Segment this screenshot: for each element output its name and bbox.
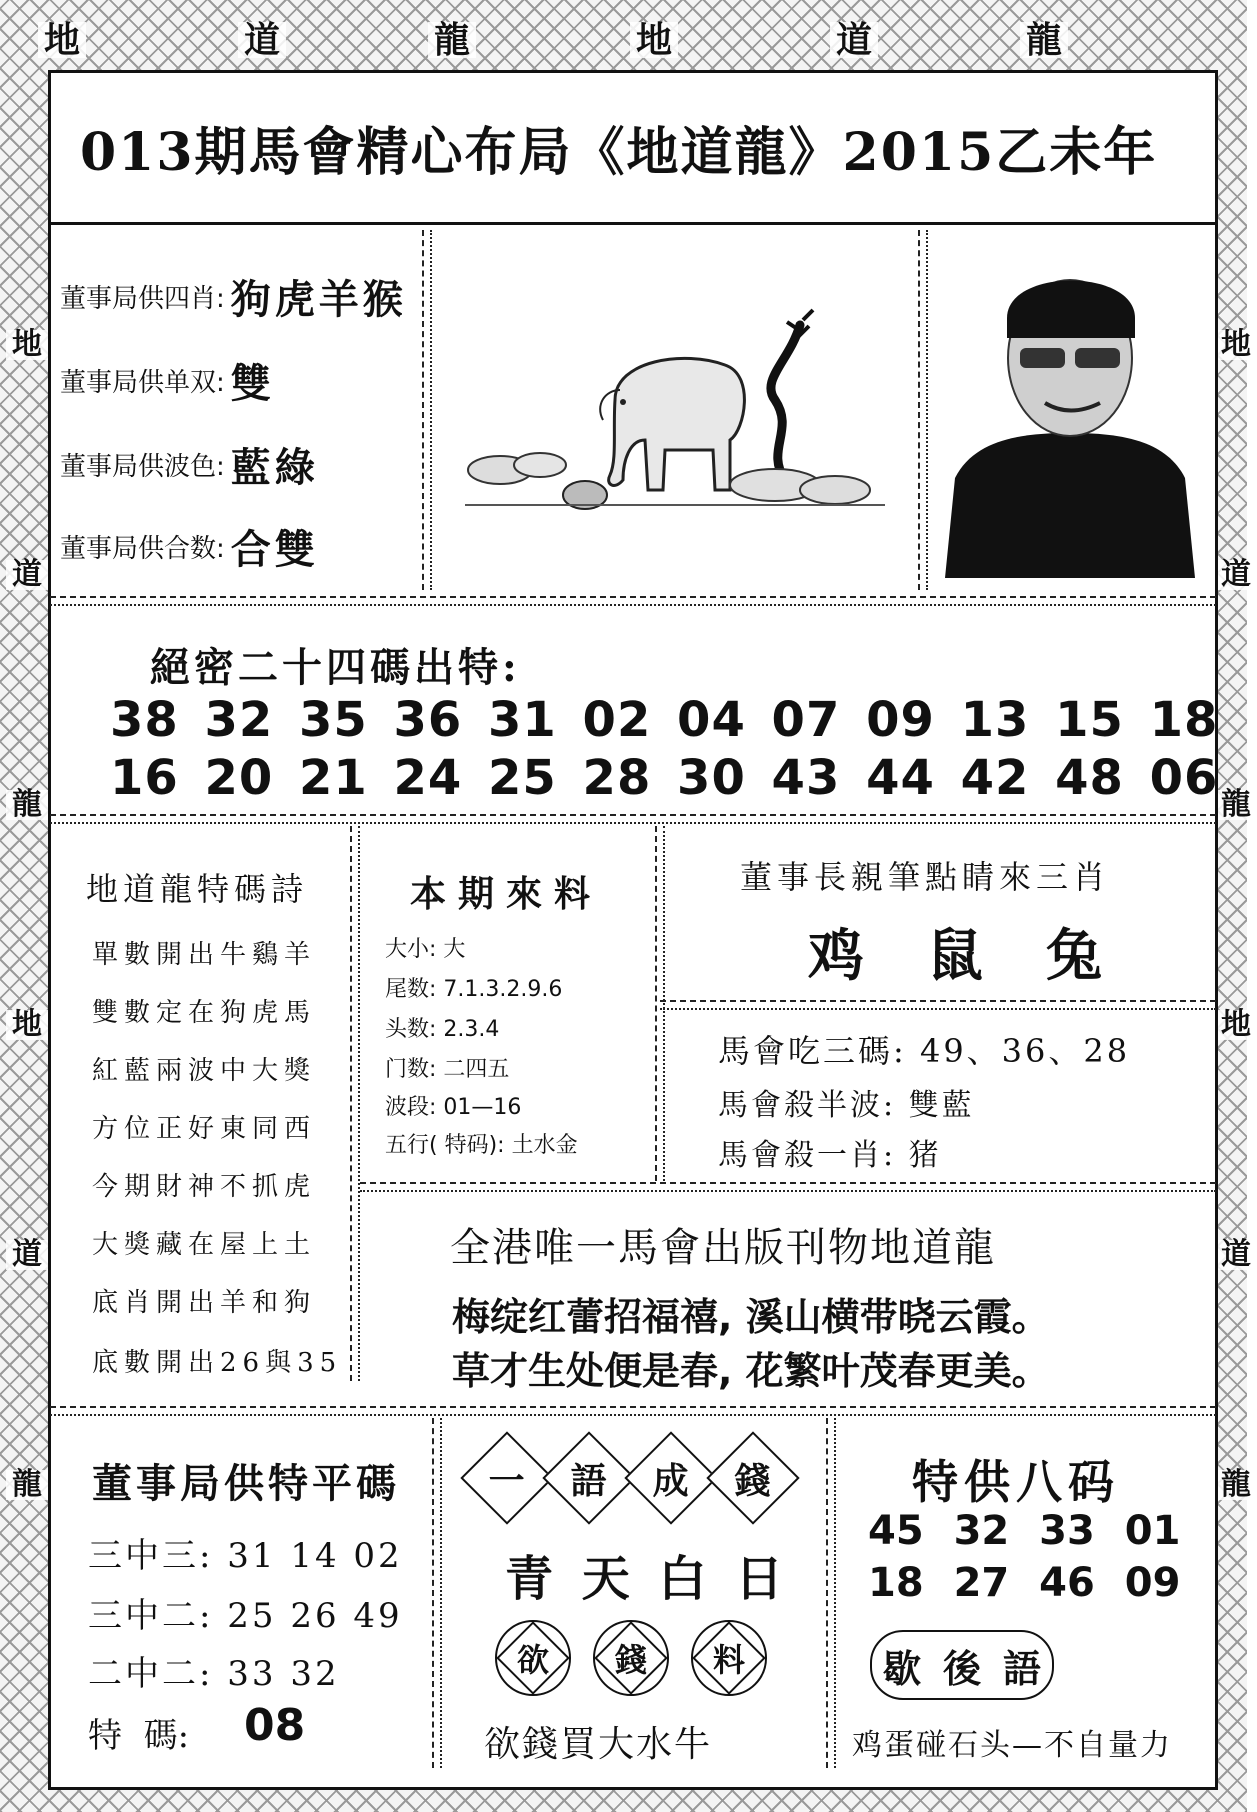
poem-line: 大獎藏在屋上土 — [92, 1230, 317, 1260]
issue-row: 头数: 2.3.4 — [385, 1017, 500, 1042]
wavy-divider — [50, 1406, 1216, 1416]
issue-row: 五行( 特码): 土水金 — [385, 1133, 578, 1158]
side-char-left: 道 — [6, 1240, 48, 1270]
wavy-divider — [360, 1182, 1216, 1192]
poem-line: 紅藍兩波中大獎 — [92, 1056, 317, 1086]
saying-char: 語 — [1002, 1645, 1041, 1691]
side-char-left: 地 — [6, 1010, 48, 1040]
secret-heading: 絕密二十四碼出特: — [150, 644, 521, 691]
board-item — [60, 436, 319, 493]
board-item-value: 雙 — [230, 360, 275, 407]
flat-row: 三中二: 25 26 49 — [88, 1596, 403, 1636]
border-char: 道 — [238, 22, 286, 58]
side-char-right: 道 — [1215, 1240, 1257, 1270]
title-divider — [50, 222, 1216, 225]
jockey-line: 馬會吃三碼: 49、36、28 — [718, 1032, 1131, 1070]
phrase-diamond: 一 — [460, 1431, 553, 1524]
flat-row: 二中二: 33 32 — [88, 1654, 340, 1694]
issue-row: 大小: 大 — [385, 937, 466, 962]
side-char-right: 地 — [1215, 330, 1257, 360]
wavy-divider — [432, 1418, 442, 1768]
poem-line: 今期財神不抓虎 — [92, 1172, 317, 1202]
slogan-line: 草才生处便是春, 花繁叶茂春更美。 — [452, 1349, 1050, 1393]
board-item — [60, 352, 275, 409]
border-char: 龍 — [1020, 22, 1068, 58]
phrase-footer: 欲錢買大水牛 — [484, 1724, 713, 1765]
wavy-divider — [50, 814, 1216, 824]
saying-char: 後 — [942, 1645, 981, 1691]
phrase-circle: 錢 — [593, 1620, 669, 1696]
side-char-left: 地 — [6, 330, 48, 360]
wavy-divider — [422, 230, 432, 590]
poem-title: 地道龍特碼詩 — [86, 870, 309, 908]
poem-line: 單數開出牛鷄羊 — [92, 940, 317, 970]
side-char-right: 龍 — [1215, 790, 1257, 820]
side-char-right: 龍 — [1215, 1470, 1257, 1500]
wavy-divider — [918, 230, 928, 590]
side-char-left: 道 — [6, 560, 48, 590]
jockey-line: 馬會殺一肖: 猪 — [718, 1138, 942, 1173]
side-char-right: 地 — [1215, 1010, 1257, 1040]
secret-numbers-row: 16 20 21 24 25 28 30 43 44 42 48 06 — [110, 750, 1219, 806]
flat-row: 三中三: 31 14 02 — [88, 1536, 403, 1576]
border-char: 地 — [630, 22, 678, 58]
portrait-photo — [935, 258, 1205, 578]
slogan-line: 全港唯一馬會出版刊物地道龍 — [450, 1225, 996, 1271]
page-title: 013期馬會精心布局《地道龍》2015乙未年 — [80, 122, 1158, 183]
border-char: 道 — [830, 22, 878, 58]
board-item-label: 董事局供单双: — [60, 368, 225, 398]
board-item — [60, 268, 407, 325]
issue-row: 尾数: 7.1.3.2.9.6 — [385, 977, 563, 1002]
board-item-label: 董事局供四肖: — [60, 284, 225, 314]
side-char-left: 龍 — [6, 790, 48, 820]
eight-title: 特供八码 — [912, 1455, 1120, 1509]
phrase-diamond: 語 — [542, 1431, 635, 1524]
saying-badge — [870, 1630, 1054, 1700]
board-item-label: 董事局供合数: — [60, 534, 225, 564]
board-item-value: 合雙 — [230, 526, 319, 573]
slogan-line: 梅绽红蕾招福禧, 溪山横带晓云霞。 — [452, 1295, 1050, 1339]
issue-title: 本期來料 — [410, 873, 603, 915]
board-item-label: 董事局供波色: — [60, 452, 225, 482]
flat-special-label: 特 碼: — [88, 1716, 190, 1756]
phrase-diamond: 錢 — [706, 1431, 799, 1524]
phrase-circle: 料 — [691, 1620, 767, 1696]
flat-title: 董事局供特平碼 — [92, 1460, 400, 1507]
chairman-title: 董事長親筆點睛來三肖 — [740, 858, 1111, 896]
phrase-diamond: 成 — [624, 1431, 717, 1524]
flat-special-value: 08 — [244, 1700, 306, 1751]
wavy-divider — [350, 826, 360, 1381]
jockey-line: 馬會殺半波: 雙藍 — [718, 1088, 975, 1123]
board-item-value: 狗虎羊猴 — [230, 276, 407, 323]
poem-line: 底數開出26與35 — [92, 1348, 343, 1378]
side-char-right: 道 — [1215, 560, 1257, 590]
wavy-divider — [660, 1000, 1216, 1010]
elephant-illustration — [445, 290, 905, 550]
issue-row: 门数: 二四五 — [385, 1057, 510, 1082]
phrase-text: 青 天 白 日 — [505, 1551, 790, 1607]
eight-numbers-row: 18 27 46 09 — [868, 1560, 1181, 1606]
board-item — [60, 518, 319, 575]
chairman-zodiac: 鸡 鼠 兔 — [808, 924, 1110, 989]
issue-row: 波段: 01—16 — [385, 1095, 522, 1120]
proverb-text: 鸡蛋碰石头—不自量力 — [852, 1728, 1172, 1763]
saying-char: 歇 — [882, 1645, 921, 1691]
phrase-circle: 欲 — [495, 1620, 571, 1696]
wavy-divider — [826, 1418, 836, 1768]
wavy-divider — [50, 596, 1216, 606]
side-char-left: 龍 — [6, 1470, 48, 1500]
eight-numbers-row: 45 32 33 01 — [868, 1508, 1181, 1554]
board-item-value: 藍綠 — [230, 444, 319, 491]
poem-line: 底肖開出羊和狗 — [92, 1288, 317, 1318]
border-char: 地 — [38, 22, 86, 58]
secret-numbers-row: 38 32 35 36 31 02 04 07 09 13 15 18 — [110, 692, 1219, 748]
border-char: 龍 — [428, 22, 476, 58]
poem-line: 方位正好東同西 — [92, 1114, 317, 1144]
poem-line: 雙數定在狗虎馬 — [92, 998, 317, 1028]
